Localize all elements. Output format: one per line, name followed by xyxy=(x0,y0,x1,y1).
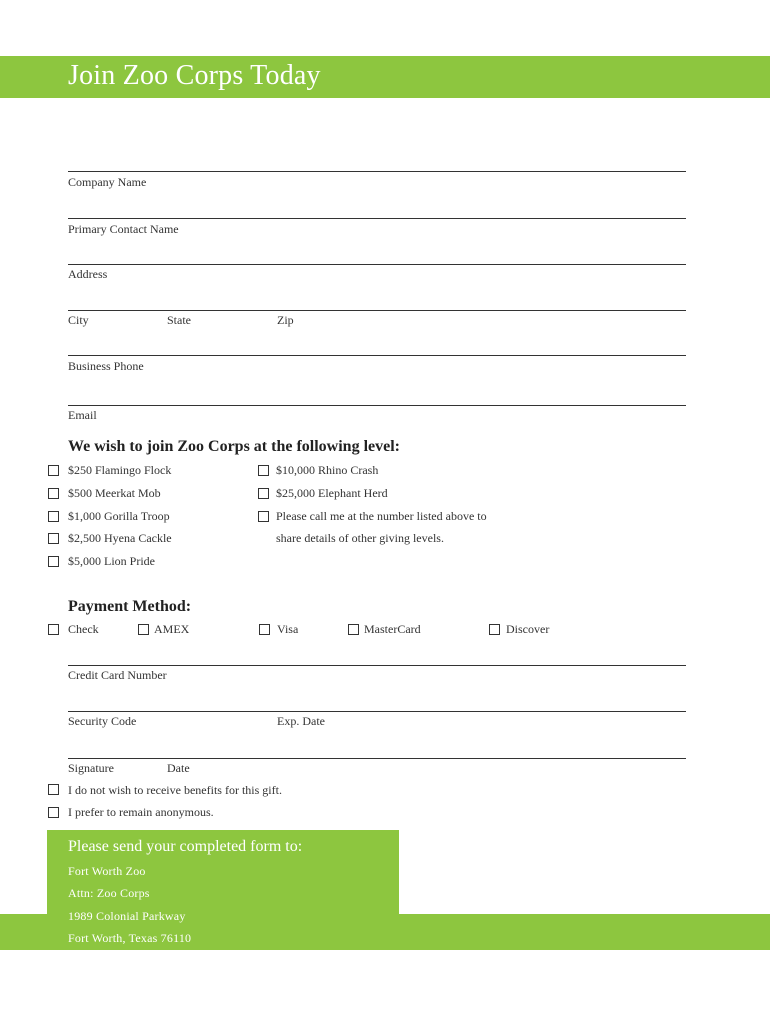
email-label: Email xyxy=(68,408,97,422)
mailing-street: 1989 Colonial Parkway xyxy=(68,909,186,923)
call-me-label-cont: share details of other giving levels. xyxy=(276,531,444,545)
mastercard-label: MasterCard xyxy=(364,622,421,636)
company-name-label: Company Name xyxy=(68,175,147,189)
level-10000-label: $10,000 Rhino Crash xyxy=(276,463,379,477)
mailing-city: Fort Worth, Texas 76110 xyxy=(68,931,192,945)
city-state-zip-line[interactable] xyxy=(68,310,686,311)
level-25000-label: $25,000 Elephant Herd xyxy=(276,486,388,500)
city-label: City xyxy=(68,313,89,327)
level-500-checkbox[interactable] xyxy=(48,488,59,499)
credit-card-line[interactable] xyxy=(68,665,686,666)
visa-checkbox[interactable] xyxy=(259,624,270,635)
exp-date-label: Exp. Date xyxy=(277,714,325,728)
zip-label: Zip xyxy=(277,313,294,327)
page-title: Join Zoo Corps Today xyxy=(68,60,321,91)
levels-heading: We wish to join Zoo Corps at the following level: xyxy=(68,438,400,455)
business-phone-line[interactable] xyxy=(68,355,686,356)
security-code-label: Security Code xyxy=(68,714,137,728)
address-line[interactable] xyxy=(68,264,686,265)
business-phone-label: Business Phone xyxy=(68,359,144,373)
level-250-checkbox[interactable] xyxy=(48,465,59,476)
level-1000-checkbox[interactable] xyxy=(48,511,59,522)
signature-line[interactable] xyxy=(68,758,686,759)
check-checkbox[interactable] xyxy=(48,624,59,635)
call-me-label: Please call me at the number listed above to xyxy=(276,509,487,523)
date-label: Date xyxy=(167,761,190,775)
discover-checkbox[interactable] xyxy=(489,624,500,635)
no-benefits-checkbox[interactable] xyxy=(48,784,59,795)
level-5000-checkbox[interactable] xyxy=(48,556,59,567)
level-1000-label: $1,000 Gorilla Troop xyxy=(68,509,170,523)
level-25000-checkbox[interactable] xyxy=(258,488,269,499)
level-500-label: $500 Meerkat Mob xyxy=(68,486,161,500)
credit-card-label: Credit Card Number xyxy=(68,668,167,682)
anonymous-label: I prefer to remain anonymous. xyxy=(68,805,214,819)
amex-checkbox[interactable] xyxy=(138,624,149,635)
check-label: Check xyxy=(68,622,99,636)
mailing-org: Fort Worth Zoo xyxy=(68,864,146,878)
signature-label: Signature xyxy=(68,761,114,775)
mailing-attn: Attn: Zoo Corps xyxy=(68,886,150,900)
address-label: Address xyxy=(68,267,108,281)
primary-contact-label: Primary Contact Name xyxy=(68,222,179,236)
mailing-heading: Please send your completed form to: xyxy=(68,838,303,855)
level-2500-checkbox[interactable] xyxy=(48,533,59,544)
call-me-checkbox[interactable] xyxy=(258,511,269,522)
level-5000-label: $5,000 Lion Pride xyxy=(68,554,155,568)
mastercard-checkbox[interactable] xyxy=(348,624,359,635)
email-line[interactable] xyxy=(68,405,686,406)
state-label: State xyxy=(167,313,191,327)
discover-label: Discover xyxy=(506,622,550,636)
primary-contact-line[interactable] xyxy=(68,218,686,219)
level-250-label: $250 Flamingo Flock xyxy=(68,463,172,477)
anonymous-checkbox[interactable] xyxy=(48,807,59,818)
no-benefits-label: I do not wish to receive benefits for this gift. xyxy=(68,783,282,797)
payment-heading: Payment Method: xyxy=(68,598,192,615)
level-2500-label: $2,500 Hyena Cackle xyxy=(68,531,172,545)
level-10000-checkbox[interactable] xyxy=(258,465,269,476)
amex-label: AMEX xyxy=(154,622,190,636)
company-name-line[interactable] xyxy=(68,171,686,172)
security-exp-line[interactable] xyxy=(68,711,686,712)
visa-label: Visa xyxy=(277,622,299,636)
